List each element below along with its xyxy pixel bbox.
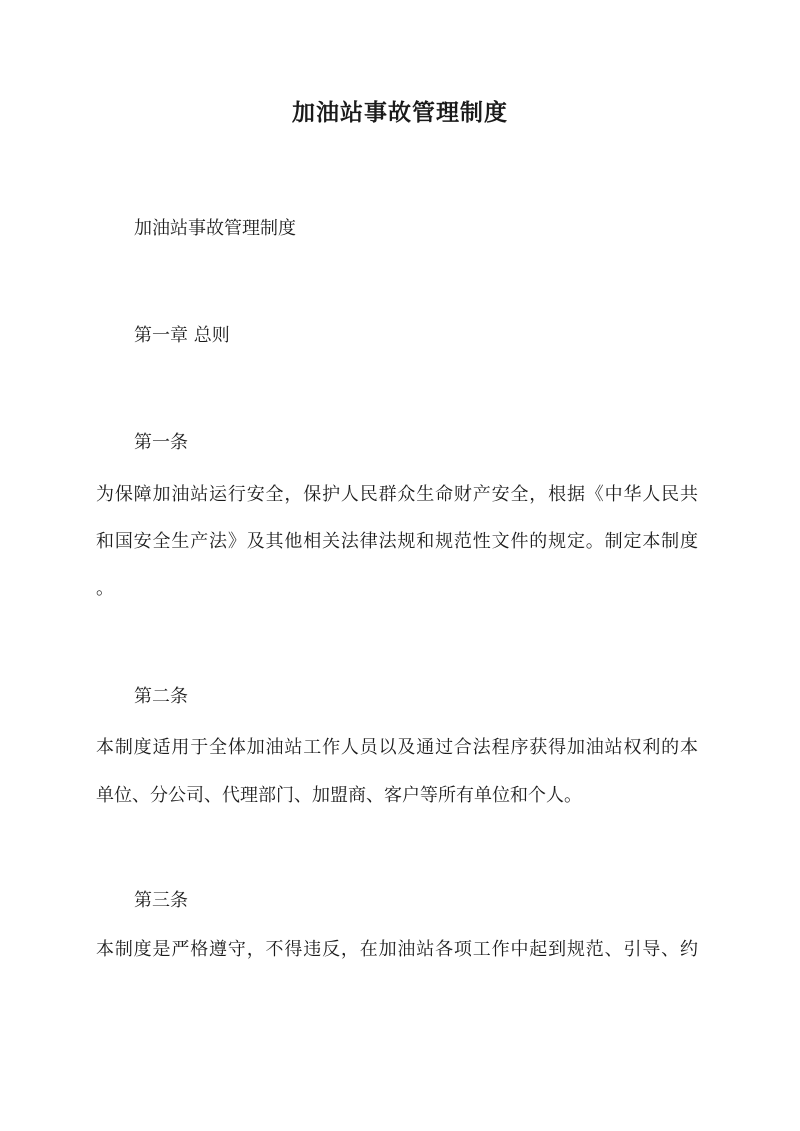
chapter-heading: 第一章 总则 [134,325,230,346]
article-1-line-1: 为保障加油站运行安全，保护人民群众生命财产安全，根据《中华人民共 [96,484,698,505]
article-1-heading: 第一条 [134,432,188,453]
document-subtitle: 加油站事故管理制度 [134,218,296,239]
article-2-line-1: 本制度适用于全体加油站工作人员以及通过合法程序获得加油站权利的本 [96,737,698,758]
article-2-heading: 第二条 [134,686,188,707]
article-1-line-2: 和国安全生产法》及其他相关法律法规和规范性文件的规定。制定本制度 [96,531,698,552]
article-3-line-1: 本制度是严格遵守，不得违反，在加油站各项工作中起到规范、引导、约 [96,939,698,960]
article-2-line-2: 单位、分公司、代理部门、加盟商、客户等所有单位和个人。 [96,785,582,806]
article-3-heading: 第三条 [134,890,188,911]
document-title: 加油站事故管理制度 [292,99,508,126]
article-1-line-3: 。 [96,578,114,599]
